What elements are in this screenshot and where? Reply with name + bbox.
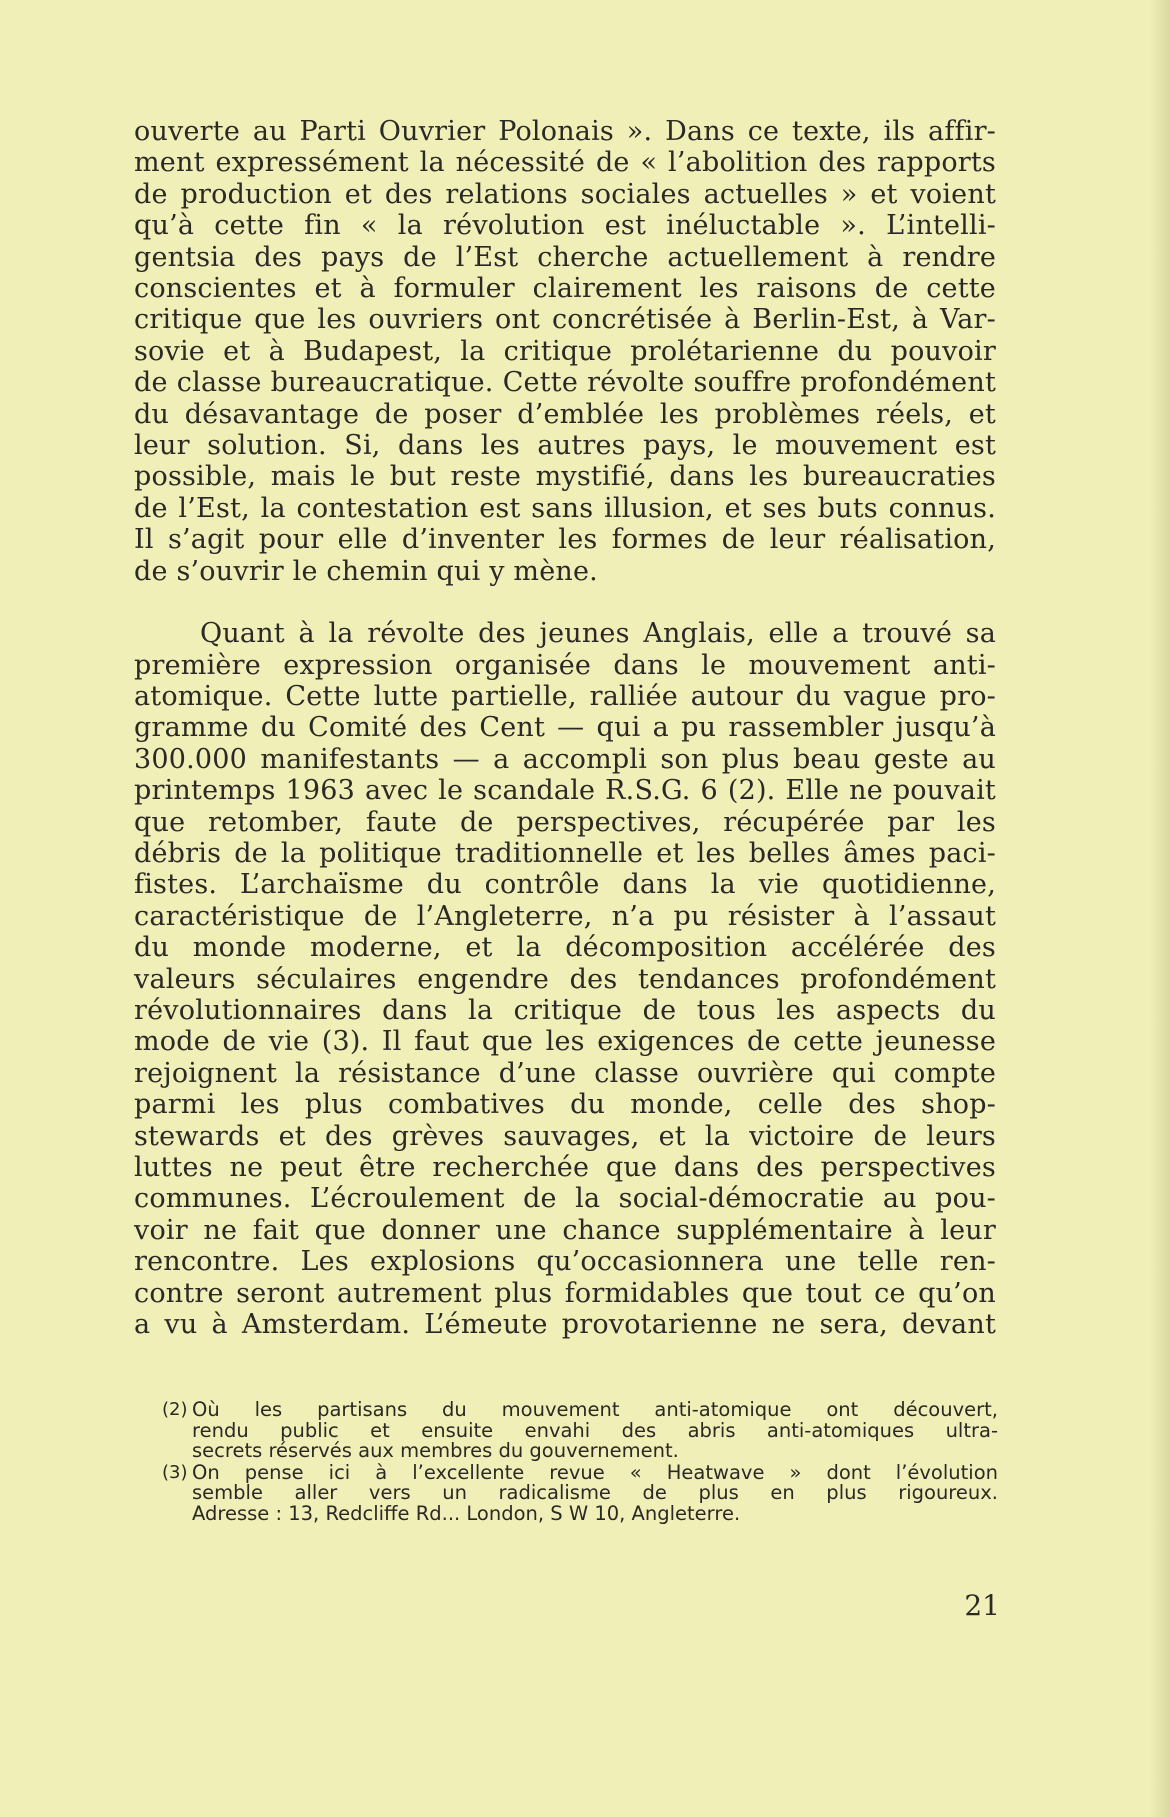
text-line: révolutionnaires dans la critique de tous les aspects du (134, 994, 996, 1026)
text-line: 300.000 manifestants — a accompli son plus beau geste au (134, 743, 996, 775)
text-line: première expression organisée dans le mouvement anti- (134, 649, 996, 681)
text-line: stewards et des grèves sauvages, et la victoire de leurs (134, 1120, 996, 1152)
footnote-line: semble aller vers un radicalisme de plus en plus rigoureux. (192, 1481, 998, 1504)
text-line: leur solution. Si, dans les autres pays, le mouvement est (134, 430, 996, 462)
text-line: que retomber, faute de perspectives, récupérée par les (134, 806, 996, 838)
text-line: gramme du Comité des Cent — qui a pu rassembler jusqu’à (134, 712, 996, 744)
text-line: Quant à la révolte des jeunes Anglais, elle a trouvé sa (200, 618, 996, 650)
text-line: contre seront autrement plus formidables que tout ce qu’on (134, 1277, 996, 1309)
text-line: de s’ouvrir le chemin qui y mène. (134, 555, 598, 587)
paragraph-2 (134, 618, 996, 1340)
text-line: valeurs séculaires engendre des tendances profondément (134, 963, 996, 995)
text-line: rejoignent la résistance d’une classe ouvrière qui compte (134, 1057, 996, 1089)
text-line: communes. L’écroulement de la social-démocratie au pou- (134, 1183, 996, 1215)
footnote-2 (162, 1400, 998, 1462)
text-line: atomique. Cette lutte partielle, ralliée autour du vague pro- (134, 680, 996, 712)
text-line: ment expressément la nécessité de « l’abolition des rapports (134, 147, 996, 179)
text-line: de production et des relations sociales actuelles » et voient (134, 178, 996, 210)
text-line: voir ne fait que donner une chance supplémentaire à leur (134, 1214, 996, 1246)
page-edge-shadow (1150, 0, 1170, 1817)
text-line: mode de vie (3). Il faut que les exigences de cette jeunesse (134, 1026, 996, 1058)
text-line: débris de la politique traditionnelle et les belles âmes paci- (134, 837, 996, 869)
text-line: qu’à cette fin « la révolution est inéluctable ». L’intelli- (134, 210, 996, 242)
text-line: caractéristique de l’Angleterre, n’a pu résister à l’assaut (134, 900, 996, 932)
text-line: printemps 1963 avec le scandale R.S.G. 6 (2). Elle ne pouvait (134, 775, 996, 807)
text-line: fistes. L’archaïsme du contrôle dans la vie quotidienne, (134, 869, 996, 901)
text-line: critique que les ouvriers ont concrétisée à Berlin-Est, à Var- (134, 304, 996, 336)
page-number: 21 (964, 1589, 1000, 1622)
text-line: gentsia des pays de l’Est cherche actuellement à rendre (134, 241, 996, 273)
footnote-line: rendu public et ensuite envahi des abris anti-atomiques ultra- (192, 1418, 998, 1442)
text-line: parmi les plus combatives du monde, celle des shop- (134, 1089, 996, 1121)
text-line: luttes ne peut être recherchée que dans des perspectives (134, 1152, 996, 1183)
text-line: Il s’agit pour elle d’inventer les formes de leur réalisation, (134, 524, 996, 556)
text-line: rencontre. Les explosions qu’occasionnera une telle ren- (134, 1246, 996, 1278)
main-text (134, 116, 996, 1340)
text-line: conscientes et à formuler clairement les raisons de cette (134, 273, 996, 305)
footnote-marker: (2) (162, 1399, 188, 1420)
text-line: de classe bureaucratique. Cette révolte souffre profondément (134, 367, 996, 399)
text-line: du désavantage de poser d’emblée les problèmes réels, et (134, 398, 996, 430)
text-line: a vu à Amsterdam. L’émeute provotarienne ne sera, devant (134, 1309, 996, 1341)
footnote-3 (162, 1460, 998, 1525)
paragraph-1 (134, 116, 996, 587)
footnote-line: On pense ici à l’excellente revue « Heatwave » dont l’évolution (192, 1460, 998, 1484)
footnote-line: Adresse : 13, Redcliffe Rd... London, S W 10, Angleterre. (192, 1501, 741, 1525)
text-line: possible, mais le but reste mystifié, dans les bureaucraties (134, 461, 996, 493)
footnotes (162, 1400, 998, 1525)
footnote-marker: (3) (162, 1461, 188, 1483)
text-line: ouverte au Parti Ouvrier Polonais ». Dans ce texte, ils affir- (134, 116, 996, 147)
text-line: sovie et à Budapest, la critique prolétarienne du pouvoir (134, 335, 996, 367)
footnote-line: secrets réservés aux membres du gouvernement. (192, 1439, 679, 1462)
text-line: du monde moderne, et la décomposition accélérée des (134, 932, 996, 964)
text-line: de l’Est, la contestation est sans illusion, et ses buts connus. (134, 492, 996, 524)
footnote-line: Où les partisans du mouvement anti-atomique ont découvert, (192, 1398, 998, 1421)
